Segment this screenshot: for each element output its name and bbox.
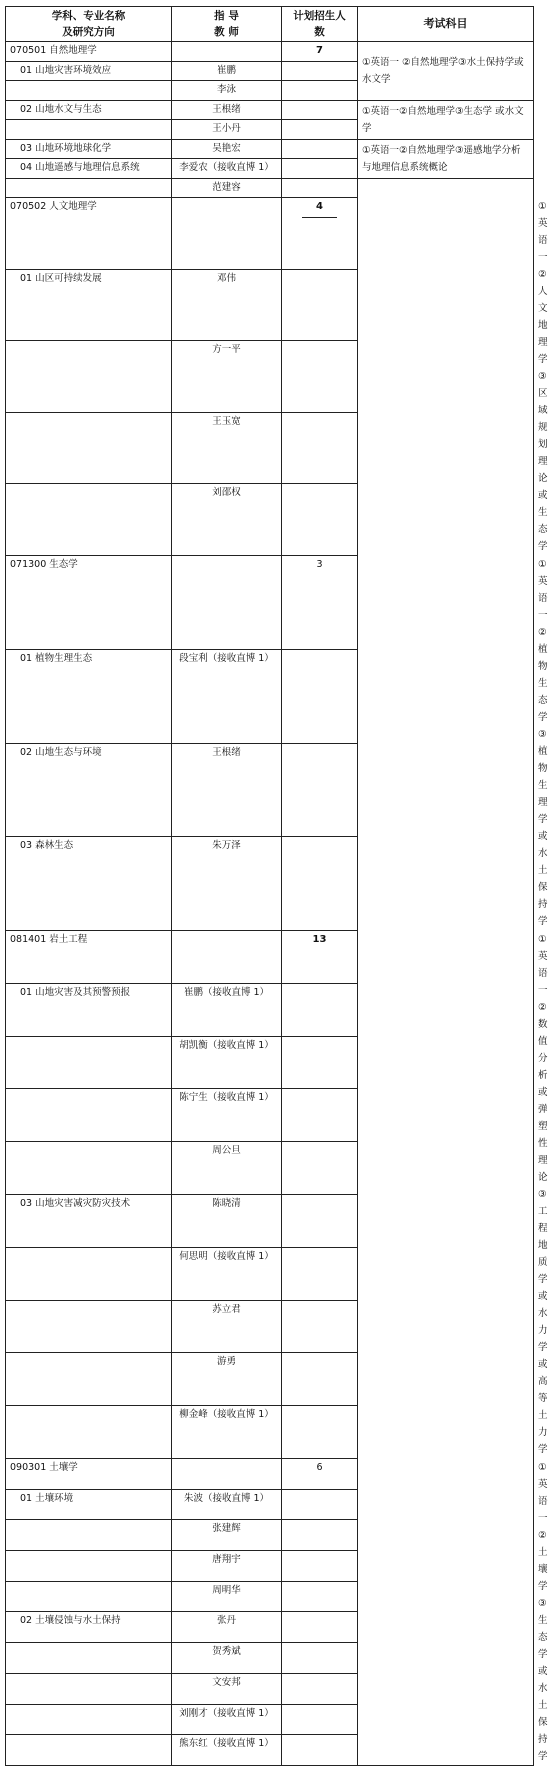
section-advisor-blank (172, 931, 282, 984)
advisor-name-text: 崔鹏 (216, 64, 236, 76)
research-direction (6, 1673, 172, 1704)
advisor-name-text: 唐翔宇 (212, 1554, 241, 1566)
research-direction-text (6, 1674, 171, 1693)
research-direction-text: 04 山地遥感与地理信息系统 (20, 162, 140, 173)
research-direction-text (6, 1353, 171, 1372)
advisor-name-text: 周公旦 (212, 1145, 241, 1157)
blank-line (172, 198, 281, 217)
quota-blank (282, 1142, 358, 1195)
quota-blank (282, 178, 358, 198)
header-exam-subjects: 考试科目 (358, 7, 534, 42)
advisor-name-text: 刘刚才（接收直博 1） (179, 1707, 274, 1719)
research-direction-text: 01 植物生理生态 (20, 652, 93, 664)
blank-line (282, 1301, 357, 1320)
quota-blank (282, 743, 358, 837)
blank-line (282, 1248, 357, 1267)
research-direction-text (6, 81, 171, 100)
advisor-name-text: 朱波（接收直博 1） (183, 1492, 270, 1504)
exam-subjects-cell: ①英语一 ②自然地理学③水土保持学或 水文学 (358, 42, 534, 101)
section-quota (282, 1459, 358, 1490)
advisor-name (172, 1612, 282, 1643)
advisor-name-text: 王根绪 (212, 103, 241, 115)
header-row (6, 7, 534, 42)
admissions-table-wrapper (5, 6, 548, 1766)
research-direction-text (6, 1142, 171, 1161)
section-code-name-text: 081401 岩土工程 (10, 934, 88, 945)
header-quota: 计划招生人 数 (282, 7, 358, 42)
blank-line (172, 556, 281, 575)
research-direction (6, 983, 172, 1036)
advisor-name-text: 王根绪 (212, 746, 241, 758)
advisor-name-text: 段宝利（接收直博 1） (179, 652, 274, 664)
section-advisor-blank (172, 1459, 282, 1490)
research-direction (6, 649, 172, 743)
advisor-name (172, 1089, 282, 1142)
blank-line (282, 1195, 357, 1214)
blank-line (282, 1520, 357, 1539)
blank-line (282, 1612, 357, 1631)
section-advisor-blank (172, 556, 282, 650)
research-direction-text (6, 1643, 171, 1662)
quota-blank (282, 341, 358, 413)
advisor-name-text: 游勇 (216, 1356, 236, 1368)
advisor-name-text: 邓伟 (216, 272, 236, 284)
quota-blank (282, 1520, 358, 1551)
quota-blank (282, 81, 358, 101)
section-quota-value (282, 42, 357, 61)
research-direction-text (6, 413, 171, 432)
section-advisor-blank (172, 198, 282, 270)
advisor-name (172, 1735, 282, 1766)
advisor-name (172, 1300, 282, 1353)
research-direction-text (6, 1582, 171, 1601)
quota-blank (282, 1300, 358, 1353)
advisor-name-text: 贺秀斌 (212, 1646, 241, 1658)
research-direction-text (6, 484, 171, 503)
research-direction (6, 1489, 172, 1520)
advisor-name-text: 张建辉 (212, 1523, 241, 1535)
advisor-name-text: 王玉宽 (212, 415, 241, 427)
quota-blank (282, 837, 358, 931)
blank-line (282, 140, 357, 159)
advisor-name-text: 崔鹏（接收直博 1） (183, 986, 270, 998)
blank-line (282, 1735, 357, 1754)
advisor-name (172, 178, 282, 198)
section-code-name (6, 198, 172, 270)
research-direction (6, 159, 172, 179)
research-direction-text (6, 1248, 171, 1267)
blank-line (282, 1490, 357, 1509)
blank-line (282, 120, 357, 139)
research-direction (6, 484, 172, 556)
research-direction-text: 03 山地环境地球化学 (20, 142, 112, 154)
advisor-name-text: 文安邦 (212, 1676, 241, 1688)
research-direction-text (6, 1520, 171, 1539)
blank-line (282, 1643, 357, 1662)
blank-line (282, 270, 357, 289)
section-code-name-text: 071300 生态学 (10, 559, 78, 570)
blank-line (282, 1353, 357, 1372)
research-direction-text (6, 1037, 171, 1056)
blank-line (172, 1459, 281, 1478)
research-direction-text (6, 179, 171, 198)
quota-number: 13 (312, 934, 327, 945)
blank-line (282, 62, 357, 81)
advisor-name (172, 1194, 282, 1247)
research-direction-text: 01 山地灾害环境效应 (20, 64, 112, 76)
quota-blank (282, 159, 358, 179)
advisor-name (172, 1673, 282, 1704)
research-direction (6, 120, 172, 140)
advisor-name (172, 1142, 282, 1195)
advisor-name (172, 100, 282, 120)
advisor-name-text: 范建容 (212, 181, 241, 193)
quota-blank (282, 1194, 358, 1247)
research-direction-text: 02 山地水文与生态 (20, 103, 102, 115)
advisor-name (172, 649, 282, 743)
quota-number: 6 (316, 1462, 323, 1473)
section-header-row: 070502 人文地理学 4 ①英语一②人文地理学 ③区域规划理论或生态学 (6, 198, 534, 270)
section-header-row: 090301 土壤学 6 ①英语一②土壤学③生态学或水土保持学 (6, 1459, 534, 1490)
research-direction (6, 81, 172, 101)
quota-blank (282, 61, 358, 81)
research-direction-text (6, 1551, 171, 1570)
research-direction (6, 61, 172, 81)
quota-blank (282, 1406, 358, 1459)
advisor-name (172, 1247, 282, 1300)
blank-line (282, 81, 357, 100)
advisor-name (172, 61, 282, 81)
advisor-name (172, 1581, 282, 1612)
header-advisor: 指 导 教 师 (172, 7, 282, 42)
research-direction (6, 1520, 172, 1551)
blank-line (282, 341, 357, 360)
quota-number: 4 (302, 198, 337, 218)
advisor-name (172, 1036, 282, 1089)
research-direction (6, 1036, 172, 1089)
advisor-name (172, 159, 282, 179)
section-header-row: 071300 生态学 3 ①英语一 ②植物生态学 ③植物生理学或水土保持学 (6, 556, 534, 650)
advisor-name-text: 王小丹 (212, 123, 241, 134)
quota-blank (282, 1581, 358, 1612)
blank-line (282, 101, 357, 120)
research-direction-text (6, 120, 171, 139)
quota-blank (282, 1489, 358, 1520)
table-row (6, 100, 534, 120)
advisor-name (172, 81, 282, 101)
exam-subjects-cell: ①英语一②自然地理学③生态学 或水文学 (358, 100, 534, 139)
advisor-name (172, 484, 282, 556)
research-direction-text (6, 341, 171, 360)
section-header-row: 081401 岩土工程 13 ①英语一 ②数值分析或弹塑性理论③工程地质学或水力学或高等土力学 (6, 931, 534, 984)
advisor-name (172, 120, 282, 140)
section-code-name-text: 070501 自然地理学 (10, 45, 97, 56)
section-code-name (6, 931, 172, 984)
quota-blank (282, 269, 358, 341)
quota-blank (282, 1735, 358, 1766)
advisor-name (172, 1643, 282, 1674)
table-row (6, 139, 534, 159)
quota-number: 3 (316, 559, 323, 570)
research-direction-text: 01 山区可持续发展 (20, 272, 102, 284)
advisor-name (172, 1520, 282, 1551)
section-quota-value (282, 198, 357, 217)
blank-line (282, 1705, 357, 1724)
research-direction-text: 02 山地生态与环境 (20, 746, 102, 758)
section-advisor-blank (172, 42, 282, 62)
advisor-name (172, 1406, 282, 1459)
exam-subjects-cell: ①英语一②自然地理学③遥感地学分析与地理信息系统概论 (358, 139, 534, 178)
research-direction-text: 02 土壤侵蚀与水土保持 (20, 1615, 121, 1627)
quota-blank (282, 100, 358, 120)
blank-line (282, 1142, 357, 1161)
blank-line (282, 413, 357, 432)
section-quota (282, 42, 358, 62)
advisor-name (172, 1704, 282, 1735)
section-quota (282, 198, 358, 270)
section-quota-value (282, 1459, 357, 1478)
quota-blank (282, 484, 358, 556)
research-direction (6, 1089, 172, 1142)
quota-blank (282, 1612, 358, 1643)
research-direction (6, 1353, 172, 1406)
advisor-name (172, 139, 282, 159)
research-direction-text: 03 山地灾害减灾防灾技术 (20, 1197, 131, 1209)
section-quota (282, 931, 358, 984)
section-code-name (6, 42, 172, 62)
quota-blank (282, 649, 358, 743)
quota-blank (282, 1353, 358, 1406)
research-direction-text (6, 1705, 171, 1724)
header-discipline: 学科、专业名称 及研究方向 (6, 7, 172, 42)
section-code-name (6, 1459, 172, 1490)
table-row (6, 178, 534, 198)
research-direction-text (6, 1735, 171, 1754)
research-direction (6, 1551, 172, 1582)
advisor-name (172, 743, 282, 837)
research-direction (6, 412, 172, 484)
research-direction-text: 01 土壤环境 (20, 1492, 74, 1504)
advisor-name-text: 何思明（接收直博 1） (179, 1250, 274, 1262)
section-code-name-text: 070502 人文地理学 (10, 201, 97, 212)
research-direction (6, 837, 172, 931)
blank-line (282, 1582, 357, 1601)
advisor-name (172, 983, 282, 1036)
advisor-name-text: 方一平 (212, 344, 241, 356)
blank-line (282, 159, 357, 178)
section-code-name-text: 090301 土壤学 (10, 1462, 78, 1473)
research-direction (6, 139, 172, 159)
research-direction (6, 1194, 172, 1247)
advisor-name-text: 吴艳宏 (212, 142, 241, 154)
quota-blank (282, 120, 358, 140)
research-direction (6, 1643, 172, 1674)
quota-number: 7 (316, 45, 323, 56)
advisor-name (172, 341, 282, 413)
blank-line (282, 1551, 357, 1570)
blank-line (172, 931, 281, 950)
advisor-name-text: 张丹 (216, 1615, 236, 1627)
advisor-name (172, 837, 282, 931)
research-direction (6, 1406, 172, 1459)
quota-blank (282, 1551, 358, 1582)
section-code-name (6, 556, 172, 650)
quota-blank (282, 1247, 358, 1300)
blank-line (282, 179, 357, 198)
blank-line (282, 484, 357, 503)
section-header-row (6, 42, 534, 62)
section-quota-value (282, 931, 357, 950)
research-direction (6, 178, 172, 198)
blank-line (282, 650, 357, 669)
advisor-name (172, 1489, 282, 1520)
quota-blank (282, 1643, 358, 1674)
research-direction (6, 1300, 172, 1353)
research-direction-text: 01 山地灾害及其预警预报 (20, 986, 131, 998)
blank-line (172, 42, 281, 61)
research-direction (6, 743, 172, 837)
blank-line (282, 1406, 357, 1425)
quota-blank (282, 1673, 358, 1704)
advisor-name-text: 熊东红（接收直博 1） (179, 1738, 274, 1750)
quota-blank (282, 412, 358, 484)
blank-line (282, 1089, 357, 1108)
blank-line (282, 1037, 357, 1056)
research-direction (6, 341, 172, 413)
advisor-name-text: 陈宁生（接收直博 1） (179, 1092, 274, 1104)
advisor-name-text: 李泳 (216, 84, 236, 95)
advisor-name (172, 1353, 282, 1406)
advisor-name (172, 1551, 282, 1582)
blank-line (282, 744, 357, 763)
research-direction (6, 100, 172, 120)
quota-blank (282, 1704, 358, 1735)
blank-line (282, 984, 357, 1003)
research-direction-text: 03 森林生态 (20, 840, 74, 852)
research-direction (6, 1247, 172, 1300)
quota-blank (282, 983, 358, 1036)
advisor-name-text: 柳金峰（接收直博 1） (179, 1409, 274, 1421)
research-direction (6, 1704, 172, 1735)
research-direction-text (6, 1406, 171, 1425)
advisor-name-text: 周明华 (212, 1584, 241, 1596)
quota-blank (282, 1036, 358, 1089)
advisor-name-text: 李爱农（接收直博 1） (179, 162, 274, 173)
exam-subjects-cell (358, 178, 534, 1766)
blank-line (282, 837, 357, 856)
advisor-name-text: 朱万泽 (212, 840, 241, 852)
advisor-name-text: 胡凯衡（接收直博 1） (179, 1039, 274, 1051)
research-direction (6, 1612, 172, 1643)
advisor-name (172, 412, 282, 484)
research-direction (6, 1581, 172, 1612)
advisor-name-text: 苏立君 (212, 1303, 241, 1315)
research-direction-text (6, 1089, 171, 1108)
research-direction (6, 1142, 172, 1195)
quota-blank (282, 1089, 358, 1142)
research-direction (6, 269, 172, 341)
advisor-name (172, 269, 282, 341)
quota-blank (282, 139, 358, 159)
research-direction (6, 1735, 172, 1766)
research-direction-text (6, 1301, 171, 1320)
section-quota (282, 556, 358, 650)
advisor-name-text: 刘邵权 (212, 487, 241, 499)
admissions-table (5, 6, 548, 1766)
blank-line (282, 1674, 357, 1693)
section-quota-value (282, 556, 357, 575)
advisor-name-text: 陈晓清 (212, 1197, 241, 1209)
